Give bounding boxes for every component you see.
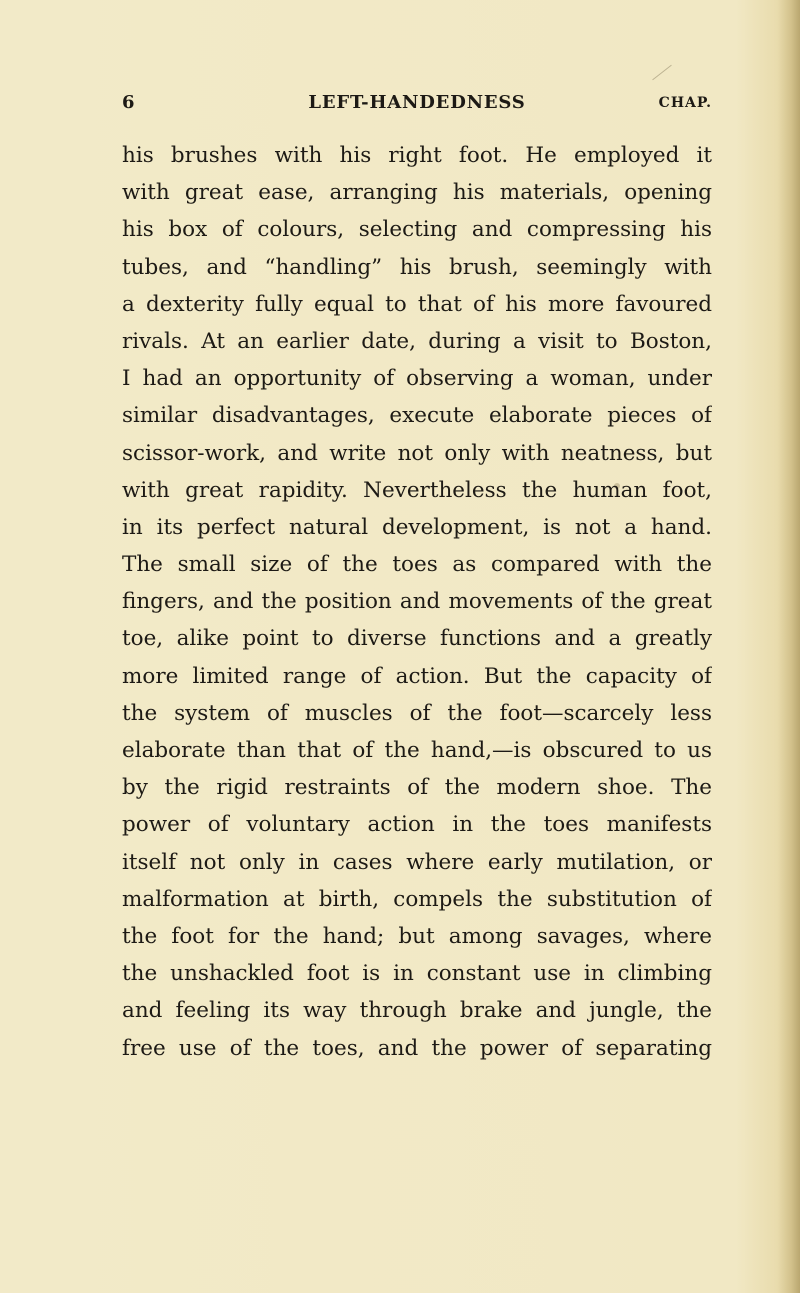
text-line: by the rigid restraints of the modern shoe. The bbox=[122, 775, 712, 801]
text-line: tubes, and “handling” his brush, seemingly with bbox=[122, 254, 712, 280]
page-edge-shadow bbox=[778, 0, 800, 1293]
text-line: the unshackled foot is in constant use in climbing bbox=[122, 961, 712, 987]
body-text bbox=[122, 137, 712, 1067]
text-line: I had an opportunity of observing a woman, under bbox=[122, 366, 712, 392]
text-line: The small size of the toes as compared with the bbox=[122, 552, 712, 578]
text-line: and feeling its way through brake and jungle, the bbox=[122, 998, 712, 1024]
text-line: elaborate than that of the hand,—is obscured to us bbox=[122, 738, 712, 763]
text-line: his box of colours, selecting and compressing his bbox=[122, 217, 712, 243]
page-number: 6 bbox=[122, 92, 136, 113]
text-line: similar disadvantages, execute elaborate pieces of bbox=[122, 403, 712, 429]
text-line: his brushes with his right foot. He employed it bbox=[122, 143, 712, 168]
text-line: itself not only in cases where early mutilation, or bbox=[122, 849, 712, 875]
chapter-label: CHAP. bbox=[658, 95, 712, 111]
text-line: scissor-work, and write not only with neatness, but bbox=[122, 440, 712, 466]
text-line: with great ease, arranging his materials, opening bbox=[122, 180, 712, 206]
text-line: fingers, and the position and movements of the great bbox=[122, 589, 712, 615]
text-line: more limited range of action. But the capacity of bbox=[122, 663, 712, 689]
page-header bbox=[122, 92, 712, 124]
text-line: with great rapidity. Nevertheless the human foot, bbox=[122, 477, 712, 503]
text-line: power of voluntary action in the toes manifests bbox=[122, 812, 712, 838]
stray-mark bbox=[652, 65, 672, 81]
text-line: toe, alike point to diverse functions and a greatly bbox=[122, 626, 712, 652]
text-line: free use of the toes, and the power of separating bbox=[122, 1035, 712, 1061]
running-title: LEFT-HANDEDNESS bbox=[308, 92, 526, 113]
text-line: the system of muscles of the foot—scarcely less bbox=[122, 700, 712, 726]
text-line: the foot for the hand; but among savages, where bbox=[122, 923, 712, 949]
text-line: in its perfect natural development, is not a hand. bbox=[122, 514, 712, 540]
text-line: a dexterity fully equal to that of his more favoured bbox=[122, 291, 712, 317]
text-line: malformation at birth, compels the substitution of bbox=[122, 886, 712, 912]
text-line: rivals. At an earlier date, during a visit to Boston, bbox=[122, 328, 712, 354]
